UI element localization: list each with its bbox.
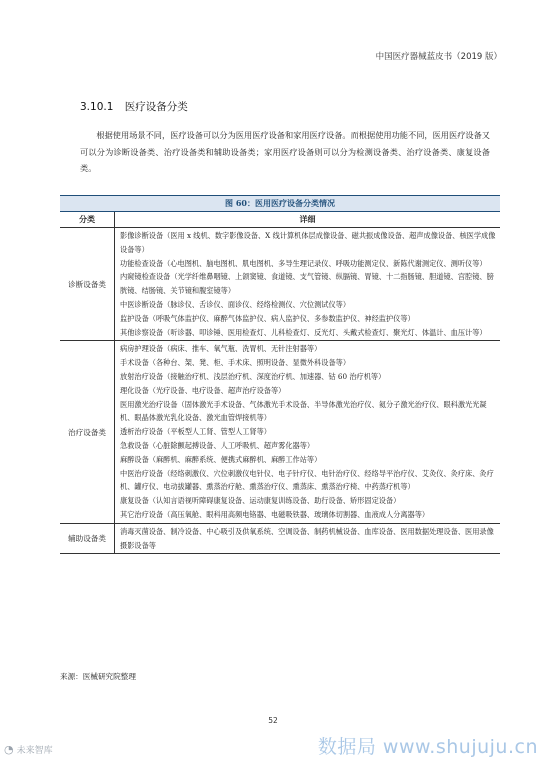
section-number: 3.10.1: [80, 101, 114, 113]
detail-item: 康复设备（认知言语视听障碍康复设备、运动康复训练设备、助行设备、矫形固定设备）: [120, 496, 401, 506]
watermark-left: [4, 743, 53, 756]
detail-item: 手术设备（各种台、架、凳、柜、手术床、照明设备、显微外科设备等）: [120, 358, 351, 368]
source-note: 来源：医械研究院整理: [60, 672, 136, 681]
detail-item: 中医治疗设备（经络刺激仪、穴位刺激仪电针仪、电子针疗仪、电针治疗仪、经络导平治疗仪、艾灸仪、灸疗床、灸疗机、罐疗仪、电动拔罐器、熏蒸治疗舱、熏蒸治疗仪、熏蒸床、熏蒸治疗椅、中药蒸疗机等）: [120, 468, 494, 492]
detail-cell: [115, 228, 500, 340]
category-cell: 诊断设备类: [60, 228, 115, 340]
category-cell: 治疗设备类: [60, 341, 115, 522]
category-cell: 辅助设备类: [60, 524, 115, 554]
table-header-row: [60, 212, 500, 228]
detail-item: 透析治疗设备（平板型人工肾、管型人工肾等）: [120, 427, 271, 437]
table-row: [60, 228, 500, 341]
detail-item: 其它治疗设备（高压氧舱、眼科用高频电铬器、电磁吸铁器、玻璃体切割器、血液成人分离器等）: [120, 509, 430, 519]
detail-cell: [115, 524, 500, 554]
watermark-right: 数据局 www.shujuju.cn: [317, 736, 538, 758]
detail-item: 其他诊察设备（听诊器、叩诊锤、医用检查灯、儿科检查灯、反光灯、头戴式检查灯、聚光灯、体温计、血压计等）: [120, 327, 487, 337]
classification-table: [60, 195, 500, 554]
intro-paragraph: 根据使用场景不同，医疗设备可以分为医用医疗设备和家用医疗设备。而根据使用功能不同，医用医疗设备又可以分为诊断设备类、治疗设备类和辅助设备类；家用医疗设备则可以分为检测设备类、治疗设备类、康复设备类。: [80, 130, 490, 173]
detail-item: 放射治疗设备（接触治疗机、浅层治疗机、深度治疗机、加速器、钴 60 治疗机等）: [120, 371, 386, 381]
detail-item: 功能检查设备（心电图机、脑电图机、肌电图机、多导生理记录仪、呼吸功能测定仪、新陈代谢测定仪、测听仪等）: [120, 258, 487, 268]
detail-item: 消毒灭菌设备、制冷设备、中心吸引及供氧系统、空调设备、制药机械设备、血库设备、医用数据处理设备、医用录像摄影设备等: [120, 526, 494, 550]
header-category: 分类: [60, 212, 115, 227]
detail-item: 影像诊断设备（医用 x 线机、数字影像设备、X 线计算机体层成像设备、磁共振成像设备、超声成像设备、核医学成像设备等）: [120, 231, 496, 254]
section-title: 医疗设备分类: [124, 101, 188, 113]
detail-item: 理化设备（光疗设备、电疗设备、超声治疗设备等）: [120, 385, 286, 395]
page-header-title: 中国医疗器械蓝皮书（2019 版）: [375, 52, 502, 62]
watermark-logo-icon: ◔: [4, 743, 14, 756]
header-detail: 详细: [299, 215, 316, 224]
table-row: [60, 524, 500, 555]
section-heading: [80, 99, 188, 114]
page-number: 52: [268, 716, 278, 725]
table-title: 图 60：医用医疗设备分类情况: [60, 195, 500, 212]
detail-cell: [115, 341, 500, 522]
detail-item: 急救设备（心脏除颤起搏设备、人工呼吸机、超声雾化器等）: [120, 440, 315, 450]
watermark-left-text: 未来智库: [16, 746, 53, 756]
detail-item: 医用激光治疗设备（固体激光手术设备、气体激光手术设备、半导体激光治疗仪、氦分子激光治疗仪、眼科激光光凝机、眼晶体激光乳化设备、激光血管焊接机等）: [120, 399, 487, 423]
detail-item: 病房护理设备（病床、推车、氧气瓶、洗胃机、无针注射器等）: [120, 344, 322, 354]
detail-item: 中医诊断设备（脉诊仪、舌诊仪、面诊仪、经络检测仪、穴位测试仪等）: [120, 299, 351, 309]
table-body: [60, 228, 500, 554]
table-row: [60, 341, 500, 523]
detail-item: 麻醉设备（麻醉机、麻醉系统、便携式麻醉机、麻醉工作站等）: [120, 454, 322, 464]
detail-item: 内窥镜检查设备（光学纤维鼻咽镜、上颌窦镜、食道镜、支气管镜、纵膈镜、胃镜、十二指肠镜、胆道镜、宫腔镜、膀胱镜、结肠镜、关节镜和腹室镜等）: [120, 272, 494, 296]
detail-item: 监护设备（呼吸气体监护仪、麻醉气体监护仪、病人监护仪、多参数监护仪、神经监护仪等）: [120, 313, 415, 323]
